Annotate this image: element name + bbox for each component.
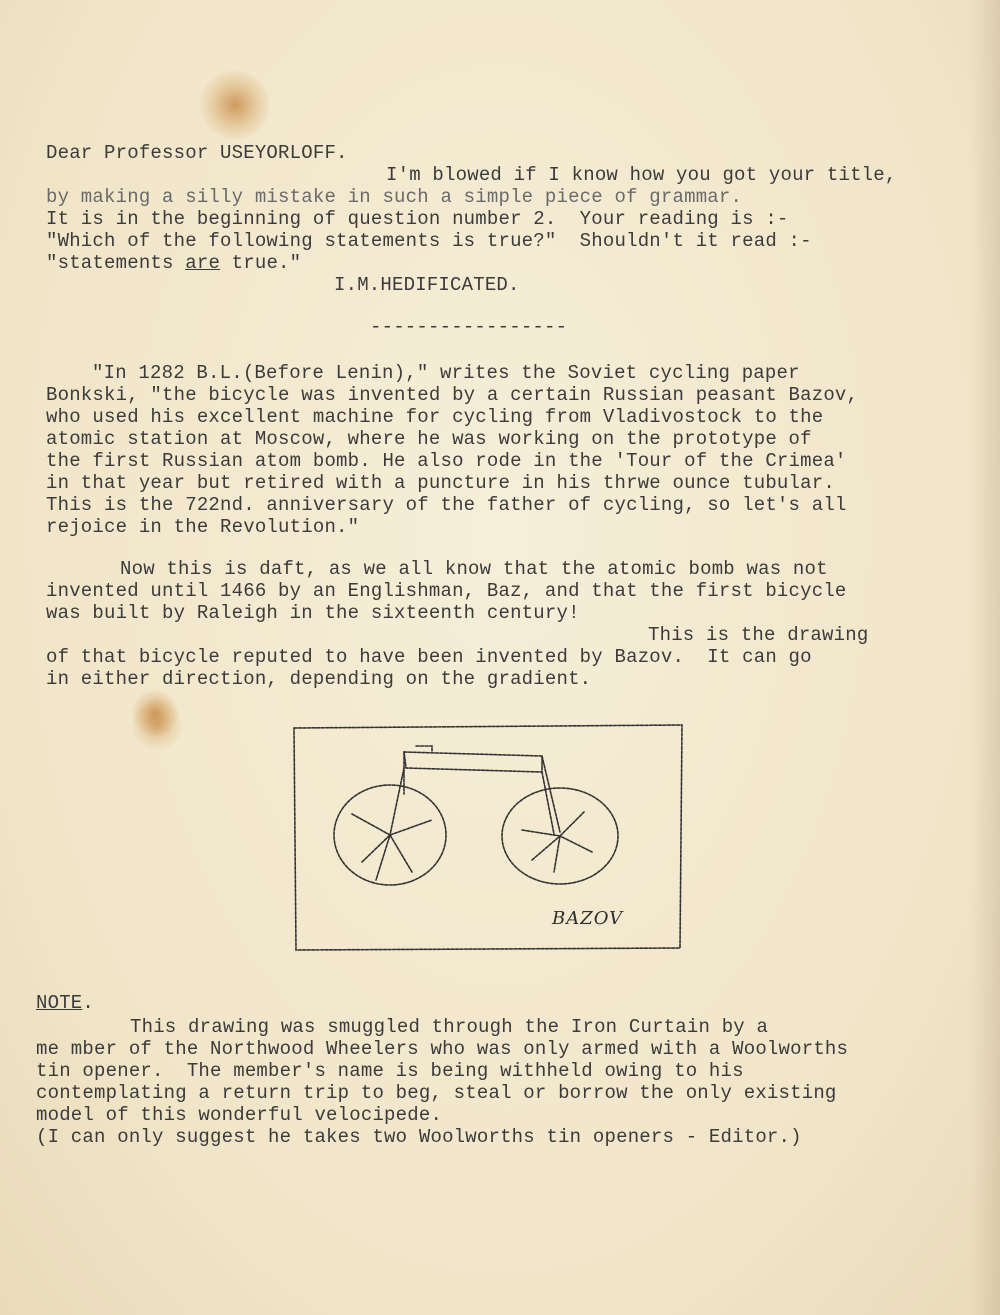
letter-line-post: true." [220, 252, 302, 274]
note-heading [36, 992, 94, 1014]
page-edge-shadow [970, 0, 1000, 1315]
note-line: model of this wonderful velocipede. [36, 1104, 443, 1126]
note-line: This drawing was smuggled through the Iron Curtain by a [130, 1016, 769, 1038]
letter-line: "Which of the following statements is true?" Shouldn't it read :- [46, 230, 812, 252]
letter-line-underlined: are [185, 252, 221, 274]
article-line: of that bicycle reputed to have been invented by Bazov. It can go [46, 646, 812, 668]
note-heading-suffix: . [82, 992, 95, 1014]
letter-signature: I.M.HEDIFICATED. [334, 274, 520, 296]
note-line: me mber of the Northwood Wheelers who was only armed with a Woolworths [36, 1038, 849, 1060]
letter-line [46, 252, 301, 274]
letter-line: I'm blowed if I know how you got your title, [386, 164, 897, 186]
bicycle-drawing [292, 722, 684, 952]
bicycle-sketch-icon [292, 722, 684, 952]
letter-line: by making a silly mistake in such a simple piece of grammar. [46, 186, 743, 208]
letter-line-pre: "statements [46, 252, 186, 274]
drawing-caption: BAZOV [552, 908, 624, 929]
article-line: Now this is daft, as we all know that the atomic bomb was not [120, 558, 828, 580]
note-line: (I can only suggest he takes two Woolworths tin openers - Editor.) [36, 1126, 802, 1148]
divider: ----------------- [370, 316, 568, 338]
article-line: "In 1282 B.L.(Before Lenin)," writes the Soviet cycling paper [92, 362, 800, 384]
article-line: Bonkski, "the bicycle was invented by a certain Russian peasant Bazov, [46, 384, 859, 406]
article-line: This is the 722nd. anniversary of the father of cycling, so let's all [46, 494, 847, 516]
article-line: rejoice in the Revolution." [46, 516, 360, 538]
note-line: contemplating a return trip to beg, steal or borrow the only existing [36, 1082, 837, 1104]
note-heading-text: NOTE [36, 992, 83, 1014]
letter-salutation: Dear Professor USEYORLOFF. [46, 142, 348, 164]
stain-top [200, 70, 270, 140]
article-line: This is the drawing [648, 624, 869, 646]
article-line: in either direction, depending on the gradient. [46, 668, 592, 690]
article-line: the first Russian atom bomb. He also rode in the 'Tour of the Crimea' [46, 450, 847, 472]
note-line: tin opener. The member's name is being withheld owing to his [36, 1060, 744, 1082]
article-line: was built by Raleigh in the sixteenth century! [46, 602, 580, 624]
letter-line: It is in the beginning of question number 2. Your reading is :- [46, 208, 789, 230]
article-line: in that year but retired with a puncture in his thrwe ounce tubular. [46, 472, 835, 494]
article-line: atomic station at Moscow, where he was working on the prototype of [46, 428, 812, 450]
stain-lower [132, 700, 182, 750]
article-line: who used his excellent machine for cycling from Vladivostock to the [46, 406, 824, 428]
article-line: invented until 1466 by an Englishman, Baz, and that the first bicycle [46, 580, 847, 602]
